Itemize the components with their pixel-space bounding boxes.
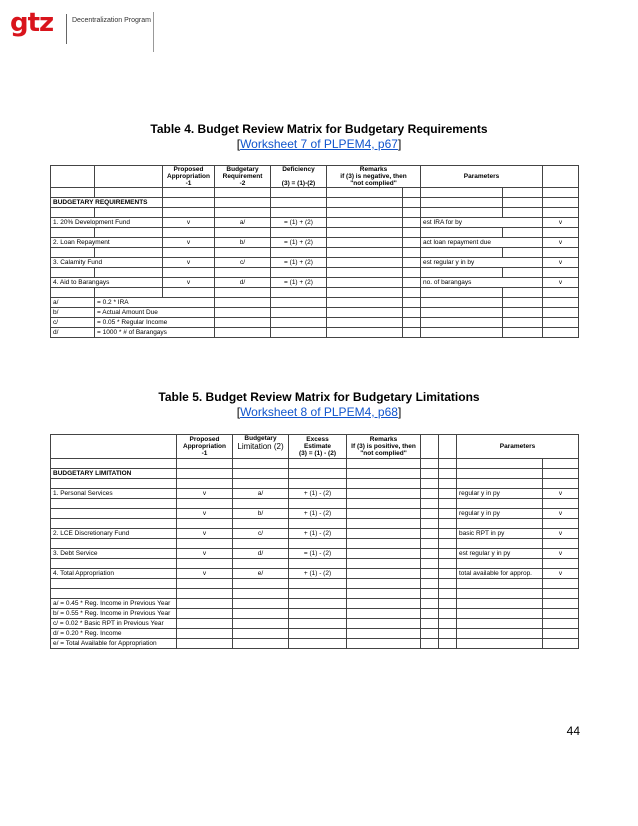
h: if (3) is negative, then: [340, 173, 407, 180]
note-value: = Actual Amount Due: [95, 308, 215, 318]
note-row: [51, 639, 579, 649]
spacer-row: [51, 479, 579, 489]
h: "not complied": [360, 450, 407, 457]
note-value: = 0.05 * Regular Income: [95, 318, 215, 328]
spacer-row: [51, 539, 579, 549]
header-proposed: [177, 435, 233, 459]
table-row: [51, 549, 579, 559]
cell: [439, 435, 457, 459]
note-text: a/ = 0.45 * Reg. Income in Previous Year: [51, 599, 177, 609]
note-row: [51, 318, 579, 328]
cell: v: [163, 258, 215, 268]
cell: a/: [233, 489, 289, 499]
spacer-row: [51, 519, 579, 529]
cell: v: [177, 509, 233, 519]
table-row: [51, 278, 579, 288]
note-row: [51, 619, 579, 629]
spacer-row: [51, 268, 579, 278]
note-key: d/: [51, 328, 95, 338]
cell: v: [543, 489, 579, 499]
h: Budgetary: [244, 435, 277, 442]
cell: [95, 166, 163, 188]
cell: d/: [215, 278, 271, 288]
note-row: [51, 298, 579, 308]
h: Estimate: [303, 443, 332, 450]
header-budgetary: [215, 166, 271, 188]
section-row: [51, 198, 579, 208]
spacer-row: [51, 208, 579, 218]
note-text: e/ = Total Available for Appropriation: [51, 639, 177, 649]
table4-ref: [0, 137, 638, 152]
note-text: c/ = 0.02 * Basic RPT in Previous Year: [51, 619, 177, 629]
h: Remarks: [359, 166, 388, 173]
table4-header-row: [51, 166, 579, 188]
table4-worksheet-link[interactable]: Worksheet 7 of PLPEM4, p67: [240, 137, 398, 151]
row-label: 4. Total Appropriation: [51, 569, 177, 579]
cell: v: [177, 529, 233, 539]
cell: v: [177, 569, 233, 579]
table-row: [51, 489, 579, 499]
cell: a/: [215, 218, 271, 228]
row-label: 3. Calamity Fund: [51, 258, 163, 268]
note-key: a/: [51, 298, 95, 308]
spacer-row: [51, 559, 579, 569]
param-cell: regular y in py: [457, 489, 543, 499]
table4-ref-open: [: [236, 137, 241, 151]
cell: = (1) + (2): [271, 218, 327, 228]
cell: = (1) + (2): [271, 258, 327, 268]
table5-ref-close: ]: [397, 405, 402, 419]
cell: = (1) + (2): [271, 238, 327, 248]
h: Limitation (2): [237, 442, 284, 451]
header-proposed: [163, 166, 215, 188]
table5-ref-open: [: [236, 405, 241, 419]
spacer-row: [51, 589, 579, 599]
table5-title: Table 5. Budget Review Matrix for Budgetary Limitations: [158, 390, 480, 404]
program-name: Decentralization Program: [72, 17, 151, 24]
h: (3) = (1) - (2): [298, 450, 337, 457]
param-cell: regular y in py: [457, 509, 543, 519]
h: Deficiency: [282, 166, 315, 173]
cell: + (1) - (2): [289, 529, 347, 539]
cell: v: [543, 509, 579, 519]
header-deficiency: [271, 166, 327, 188]
cell: [421, 435, 439, 459]
cell: v: [177, 549, 233, 559]
h: If (3) is positive, then: [351, 443, 416, 450]
cell: c/: [215, 258, 271, 268]
cell: [51, 166, 95, 188]
cell: v: [543, 218, 579, 228]
note-text: d/ = 0.20 * Reg. Income: [51, 629, 177, 639]
h: -1: [201, 450, 208, 457]
table4-ref-close: ]: [397, 137, 402, 151]
spacer-row: [51, 499, 579, 509]
cell: v: [543, 238, 579, 248]
h: Requirement: [222, 173, 263, 180]
table5-caption: [0, 390, 638, 420]
cell: + (1) - (2): [289, 489, 347, 499]
table-row: [51, 238, 579, 248]
page-number: 44: [566, 724, 580, 738]
cell: v: [163, 278, 215, 288]
param-cell: est regular y in py: [457, 549, 543, 559]
cell: = (1) + (2): [271, 278, 327, 288]
h: [235, 451, 286, 458]
table5-worksheet-link[interactable]: Worksheet 8 of PLPEM4, p68: [240, 405, 398, 419]
cell: c/: [233, 529, 289, 539]
param-cell: basic RPT in py: [457, 529, 543, 539]
table5-header-row: [51, 435, 579, 459]
header-remarks: [347, 435, 421, 459]
logo-divider: [66, 14, 67, 44]
h: "not complied": [350, 180, 397, 187]
cell: b/: [215, 238, 271, 248]
cell: v: [543, 258, 579, 268]
cell: v: [543, 569, 579, 579]
cell: [51, 435, 177, 459]
note-key: c/: [51, 318, 95, 328]
table4-caption: [0, 122, 638, 152]
cell: = (1) - (2): [289, 549, 347, 559]
table-row: [51, 218, 579, 228]
table5-matrix: [50, 434, 579, 649]
param-cell: est IRA for by: [421, 218, 543, 228]
spacer-row: [51, 228, 579, 238]
section-label: BUDGETARY REQUIREMENTS: [51, 198, 163, 208]
param-cell: total available for approp.: [457, 569, 543, 579]
cell: + (1) - (2): [289, 509, 347, 519]
table4-title: Table 4. Budget Review Matrix for Budgetary Requirements: [150, 122, 488, 136]
h: Excess: [306, 436, 329, 443]
row-label: 2. Loan Repayment: [51, 238, 163, 248]
table-row: [51, 509, 579, 519]
note-row: [51, 599, 579, 609]
section-label: BUDGETARY LIMITATION: [51, 469, 177, 479]
row-label: 2. LCE Discretionary Fund: [51, 529, 177, 539]
row-label: 1. Personal Services: [51, 489, 177, 499]
row-label: 1. 20% Development Fund: [51, 218, 163, 228]
header-parameters: Parameters: [421, 166, 543, 188]
h: -1: [185, 180, 192, 187]
header-remarks: [327, 166, 421, 188]
table4-matrix: [50, 165, 579, 338]
note-value: = 1000 * # of Barangays: [95, 328, 215, 338]
cell: v: [163, 238, 215, 248]
row-label: 3. Debt Service: [51, 549, 177, 559]
note-value: = 0.2 * IRA: [95, 298, 215, 308]
spacer-row: [51, 459, 579, 469]
cell: v: [543, 549, 579, 559]
spacer-row: [51, 579, 579, 589]
note-row: [51, 629, 579, 639]
spacer-row: [51, 188, 579, 198]
table-row: [51, 569, 579, 579]
cell: b/: [233, 509, 289, 519]
spacer-row: [51, 248, 579, 258]
header-excess: [289, 435, 347, 459]
cell: [543, 166, 579, 188]
note-text: b/ = 0.55 * Reg. Income in Previous Year: [51, 609, 177, 619]
h: Proposed: [189, 436, 220, 443]
section-row: [51, 469, 579, 479]
h: [273, 173, 324, 180]
cell: v: [163, 218, 215, 228]
note-row: [51, 609, 579, 619]
cell: v: [177, 489, 233, 499]
param-cell: no. of barangays: [421, 278, 543, 288]
h: Remarks: [369, 436, 398, 443]
table-row: [51, 258, 579, 268]
gtz-logo-mark: gtz: [10, 8, 54, 38]
h: Budgetary: [226, 166, 259, 173]
h: (3) = (1)-(2): [281, 180, 316, 187]
note-row: [51, 328, 579, 338]
cell: v: [543, 278, 579, 288]
row-label: [51, 509, 177, 519]
h: -2: [239, 180, 246, 187]
h: Appropriation: [167, 173, 210, 180]
note-key: b/: [51, 308, 95, 318]
row-label: 4. Aid to Barangays: [51, 278, 163, 288]
h: Appropriation: [183, 443, 226, 450]
h: Proposed: [173, 166, 204, 173]
param-cell: est regular y in by: [421, 258, 543, 268]
table-row: [51, 529, 579, 539]
param-cell: act loan repayment due: [421, 238, 543, 248]
cell: e/: [233, 569, 289, 579]
cell: d/: [233, 549, 289, 559]
header-budgetary: [233, 435, 289, 459]
header-parameters: Parameters: [457, 435, 579, 459]
table5-ref: [0, 405, 638, 420]
note-row: [51, 308, 579, 318]
gtz-logo: [10, 8, 150, 44]
cell: v: [543, 529, 579, 539]
logo-rule: [153, 12, 154, 52]
spacer-row: [51, 288, 579, 298]
cell: + (1) - (2): [289, 569, 347, 579]
